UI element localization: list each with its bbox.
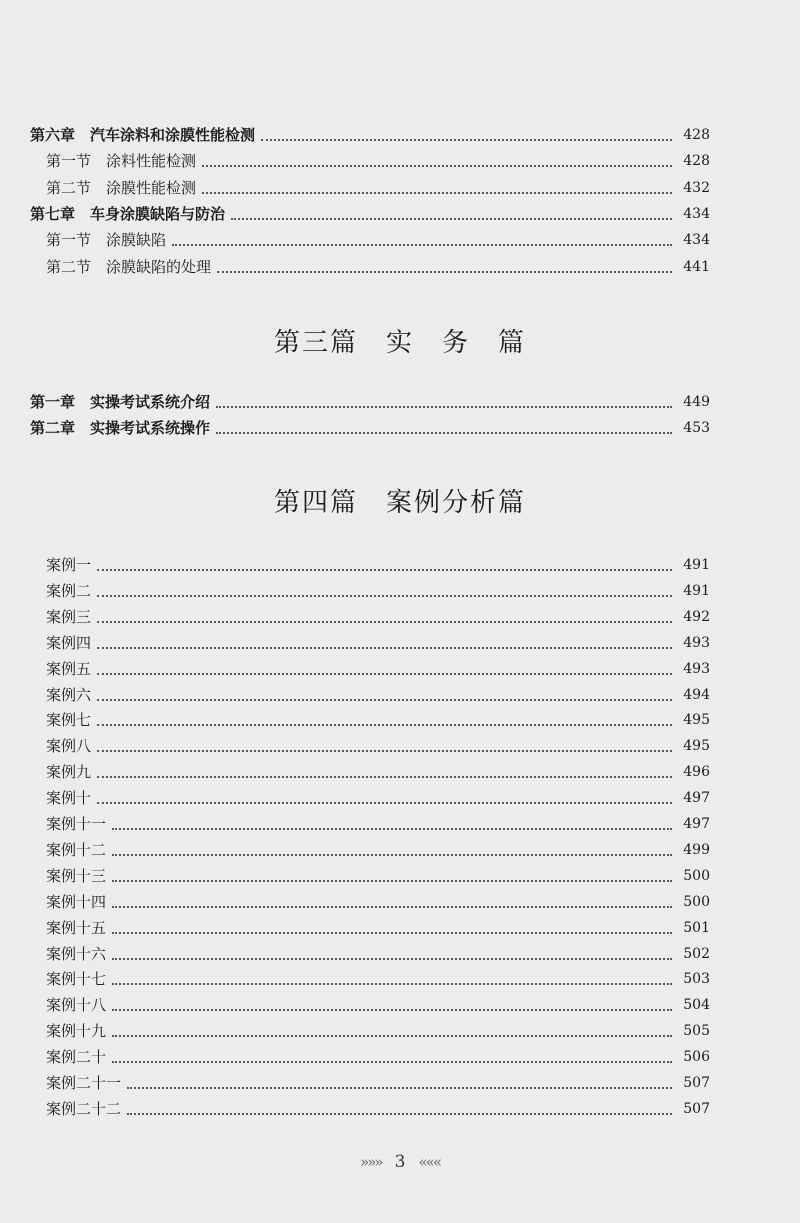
toc-leader-dots xyxy=(97,724,672,726)
toc-entry xyxy=(0,201,800,227)
toc-leader-dots xyxy=(112,828,672,830)
toc-entry-label: 案例十一 xyxy=(46,815,107,833)
toc-entry-page: 491 xyxy=(683,582,710,599)
toc-entry xyxy=(0,630,800,656)
toc-leader-dots xyxy=(231,218,672,220)
toc-entry xyxy=(0,1018,800,1044)
toc-entry-label: 案例三 xyxy=(46,607,92,626)
toc-entry-page: 501 xyxy=(683,919,710,936)
toc-entry xyxy=(0,1044,800,1070)
toc-entry-label: 第二节 涂膜缺陷的处理 xyxy=(46,257,212,276)
toc-leader-dots xyxy=(127,1113,672,1115)
toc-entry-page: 499 xyxy=(683,841,710,858)
toc-entry xyxy=(0,992,800,1018)
toc-entry-label: 第一节 涂料性能检测 xyxy=(46,152,197,171)
toc-leader-dots xyxy=(172,244,672,246)
toc-entry-label: 案例二十二 xyxy=(46,1099,122,1118)
toc-entry-page: 492 xyxy=(683,608,710,625)
toc-entry-label: 案例十九 xyxy=(46,1022,107,1041)
toc-entry-page: 491 xyxy=(683,557,710,573)
toc-entry-page: 500 xyxy=(683,867,710,884)
toc-leader-dots xyxy=(112,880,672,882)
toc-entry xyxy=(0,389,800,415)
right-chevrons-icon: ««« xyxy=(418,1153,441,1171)
toc-entry-page: 495 xyxy=(683,738,710,755)
toc-entry xyxy=(0,227,800,253)
toc-leader-dots xyxy=(202,165,672,167)
toc-entry-page: 507 xyxy=(683,1075,710,1091)
toc-entry xyxy=(0,889,800,915)
toc-entry xyxy=(0,811,800,837)
toc-entry-page: 497 xyxy=(683,816,710,832)
toc-entry-label: 案例十四 xyxy=(46,892,107,911)
toc-entry-label: 案例十六 xyxy=(46,944,107,963)
toc-entry-label: 案例二十一 xyxy=(46,1074,122,1092)
toc-entry-label: 案例十八 xyxy=(46,996,107,1015)
toc-entry xyxy=(0,707,800,733)
page-footer xyxy=(0,1152,800,1172)
toc-entry-page: 434 xyxy=(683,232,710,249)
toc-leader-dots xyxy=(97,595,672,597)
toc-entry xyxy=(0,254,800,280)
toc-entry-page: 496 xyxy=(683,764,710,781)
toc-entry-label: 第一章 实操考试系统介绍 xyxy=(30,393,211,411)
toc-entry xyxy=(0,759,800,785)
toc-entry-page: 502 xyxy=(683,945,710,962)
toc-entry-page: 504 xyxy=(683,997,710,1014)
toc-entry xyxy=(0,604,800,630)
toc-entry-label: 案例六 xyxy=(46,685,92,704)
toc-entry-label: 第二节 涂膜性能检测 xyxy=(46,178,197,197)
toc-entry xyxy=(0,733,800,759)
toc-leader-dots xyxy=(216,406,672,408)
toc-entry-label: 案例十七 xyxy=(46,970,107,989)
toc-leader-dots xyxy=(97,802,672,804)
toc-leader-dots xyxy=(112,983,672,985)
toc-leader-dots xyxy=(97,750,672,752)
toc-leader-dots xyxy=(112,932,672,934)
toc-leader-dots xyxy=(97,673,672,675)
toc-leader-dots xyxy=(216,432,672,434)
toc-entry-label: 案例四 xyxy=(46,633,92,652)
toc-entry-page: 507 xyxy=(683,1100,710,1117)
toc-entry xyxy=(0,915,800,941)
toc-entry xyxy=(0,578,800,604)
toc-entry-label: 案例十三 xyxy=(46,866,107,885)
toc-entry-page: 494 xyxy=(683,686,710,703)
toc-entry-label: 第六章 汽车涂料和涂膜性能检测 xyxy=(30,126,256,144)
toc-entry-label: 第二章 实操考试系统操作 xyxy=(30,419,211,437)
toc-entry-page: 428 xyxy=(683,127,710,143)
toc-entry-label: 案例十二 xyxy=(46,840,107,859)
toc-leader-dots xyxy=(112,906,672,908)
toc-entry-page: 503 xyxy=(683,971,710,988)
toc-leader-dots xyxy=(217,271,672,273)
toc-entry-page: 495 xyxy=(683,712,710,729)
toc-entry-label: 案例二十 xyxy=(46,1048,107,1067)
toc-entry xyxy=(0,1096,800,1122)
toc-entry-page: 441 xyxy=(683,258,710,275)
toc-entry xyxy=(0,656,800,682)
toc-entry xyxy=(0,682,800,708)
toc-entry xyxy=(0,863,800,889)
toc-leader-dots xyxy=(127,1087,672,1089)
toc-entry xyxy=(0,175,800,201)
toc-leader-dots xyxy=(261,139,672,141)
toc-entry-page: 493 xyxy=(683,634,710,651)
toc-entry-label: 案例十 xyxy=(46,789,92,808)
toc-entry-page: 493 xyxy=(683,660,710,677)
toc-entry-page: 453 xyxy=(683,420,710,436)
toc-leader-dots xyxy=(112,1061,672,1063)
toc-leader-dots xyxy=(112,1035,672,1037)
toc-entry-label: 第一节 涂膜缺陷 xyxy=(46,231,167,250)
toc-entry-label: 案例十五 xyxy=(46,918,107,937)
toc-entry xyxy=(0,837,800,863)
toc-entry xyxy=(0,785,800,811)
left-chevrons-icon: »»» xyxy=(359,1153,382,1171)
toc-entry xyxy=(0,552,800,578)
toc-entry xyxy=(0,148,800,174)
toc-entry xyxy=(0,941,800,967)
toc-leader-dots xyxy=(202,192,672,194)
toc-leader-dots xyxy=(97,569,672,571)
toc-leader-dots xyxy=(112,958,672,960)
toc-leader-dots xyxy=(97,776,672,778)
toc-entry-page: 506 xyxy=(683,1049,710,1066)
toc-entry xyxy=(0,966,800,992)
toc-entry-label: 案例五 xyxy=(46,659,92,678)
toc-entry-label: 案例八 xyxy=(46,737,92,756)
part4-title: 第四篇 案例分析篇 xyxy=(273,488,526,518)
toc-entry-page: 434 xyxy=(683,205,710,222)
toc-entry-label: 案例二 xyxy=(46,581,92,600)
toc-entry-label: 案例九 xyxy=(46,763,92,782)
toc-leader-dots xyxy=(97,699,672,701)
toc-entry-page: 449 xyxy=(683,394,710,410)
toc-leader-dots xyxy=(112,1009,672,1011)
toc-leader-dots xyxy=(97,621,672,623)
toc-entry-page: 500 xyxy=(683,893,710,910)
toc-entry-page: 428 xyxy=(683,153,710,170)
toc-leader-dots xyxy=(112,854,672,856)
toc-entry-label: 第七章 车身涂膜缺陷与防治 xyxy=(30,204,226,223)
toc-entry-label: 案例一 xyxy=(46,556,92,574)
toc-entry-page: 505 xyxy=(683,1023,710,1040)
toc-entry-label: 案例七 xyxy=(46,711,92,730)
toc-entry xyxy=(0,122,800,148)
toc-entry-page: 497 xyxy=(683,790,710,807)
part3-title: 第三篇 实 务 篇 xyxy=(273,328,526,358)
page-number: 3 xyxy=(394,1152,406,1172)
toc-leader-dots xyxy=(97,647,672,649)
toc-entry xyxy=(0,1070,800,1096)
toc-entry xyxy=(0,415,800,441)
toc-entry-page: 432 xyxy=(683,179,710,196)
